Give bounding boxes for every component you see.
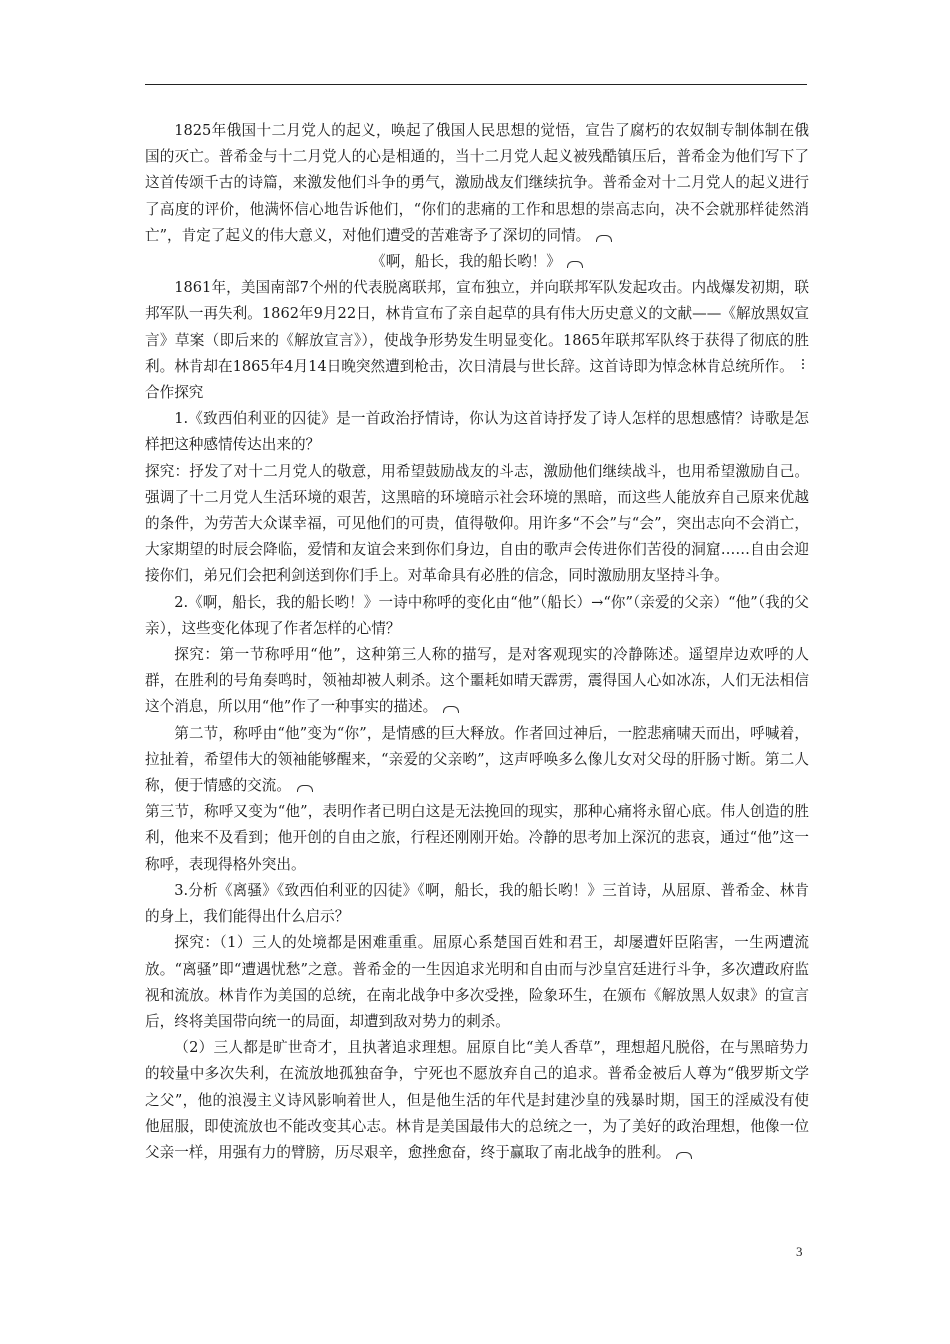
answer-2-part-3: 第三节，称呼又变为“他”，表明作者已明白这是无法挽回的现实，那种心痛将永留心底。伟人创造的胜利，他来不及看到；他开创的自由之旅，行程还刚刚开始。冷静的思考加上深沉的悲哀，通过“他”这一称呼，表现得格外突出。: [145, 803, 809, 873]
answer-1: 探究：抒发了对十二月党人的敬意，用希望鼓励战友的斗志，激励他们继续战斗，也用希望激励自己。强调了十二月党人生活环境的艰苦，这黑暗的环境暗示社会环境的黑暗，而这些人能放弃自己原来优越的条件，为劳苦大众谋幸福，可见他们的可贵，值得敬仰。用许多“不会”与“会”，突出志向不会消亡，大家期望的时辰会降临，爱情和友谊会来到你们身边，自由的歌声会传进你们苦役的洞窟……自由会迎接你们，弟兄们会把利剑送到你们手上。对革命具有必胜的信念，同时激励朋友坚持斗争。: [145, 462, 809, 585]
document-body: [145, 118, 809, 1166]
answer-3-part-1: 探究：（1）三人的处境都是困难重重。屈原心系楚国百姓和君王，却屡遭奸臣陷害，一生两遭流放。“离骚”即“遭遇忧愁”之意。普希金的一生因追求光明和自由而与沙皇宫廷进行斗争，多次遭政府监视和流放。林肯作为美国的总统，在南北战争中多次受挫，险象环生，在颁布《解放黑人奴隶》的宣言后，终将美国带向统一的局面，却遭到敌对势力的刺杀。: [145, 934, 809, 1030]
header-rule: [145, 84, 807, 85]
answer-3-part-2: （2）三人都是旷世奇才，且执著追求理想。屈原自比“美人香草”，理想超凡脱俗，在与黑暗势力的较量中多次失利，在流放地孤独奋争，宁死也不愿放弃自己的追求。普希金被后人尊为“俄罗斯文学之父”，他的浪漫主义诗风影响着世人，但是他生活的年代是封建沙皇的残暴时期，国王的淫威没有使他屈服，即使流放也不能改变其心志。林肯是美国最伟大的总统之一，为了美好的政治理想，他像一位父亲一样，用强有力的臂膀，历尽艰辛，愈挫愈奋，终于赢取了南北战争的胜利。: [145, 1039, 809, 1161]
poem-title-captain: 《啊，船长，我的船长哟！》: [145, 249, 809, 275]
paragraph-mark-icon: [443, 706, 459, 713]
question-1: 1.《致西伯利亚的囚徒》是一首政治抒情诗，你认为这首诗抒发了诗人怎样的思想感情？诗歌是怎样把这种感情传达出来的？: [145, 410, 809, 454]
paragraph-mark-icon: [567, 261, 583, 268]
section-heading-cooperative-inquiry: 合作探究: [145, 384, 204, 402]
paragraph-lincoln-background: 1861年，美国南部7个州的代表脱离联邦，宣布独立，并向联邦军队发起攻击。内战爆发初期，联邦军队一再失利。1862年9月22日，林肯宣布了亲自起草的具有伟大历史意义的文献——《解放黑奴宣言》草案（即后来的《解放宣言》），使战争形势发生明显变化。1865年联邦军队终于获得了彻底的胜利。林肯却在1865年4月14日晚突然遭到枪击，次日清晨与世长辞。这首诗即为悼念林肯总统所作。: [145, 279, 809, 375]
answer-2-part-1: 探究：第一节称呼用“他”，这种第三人称的描写，是对客观现实的冷静陈述。遥望岸边欢呼的人群，在胜利的号角奏鸣时，领袖却被人刺杀。这个噩耗如晴天霹雳，震得国人心如冰冻，人们无法相信这个消息，所以用“他”作了一种事实的描述。: [145, 646, 809, 716]
paragraph-decembrists: 1825年俄国十二月党人的起义，唤起了俄国人民思想的觉悟，宣告了腐朽的农奴制专制体制在俄国的灭亡。普希金与十二月党人的心是相通的，当十二月党人起义被残酷镇压后，普希金为他们写下了这首传颂千古的诗篇，来激发他们斗争的勇气，激励战友们继续抗争。普希金对十二月党人的起义进行了高度的评价，他满怀信心地告诉他们，“你们的悲痛的工作和思想的崇高志向，决不会就那样徒然消亡”，肯定了起义的伟大意义，对他们遭受的苦难寄予了深切的同情。: [145, 122, 809, 244]
paragraph-mark-icon: [676, 1152, 692, 1159]
question-2: 2.《啊，船长，我的船长哟！》一诗中称呼的变化由“他”（船长）→“你”（亲爱的父亲）“他”（我的父亲），这些变化体现了作者怎样的心情？: [145, 593, 809, 637]
answer-2-part-2: 第二节，称呼由“他”变为“你”，是情感的巨大释放。作者回过神后，一腔悲痛啸天而出，呼喊着，拉扯着，希望伟大的领袖能够醒来，“亲爱的父亲哟”，这声呼唤多么像儿女对父母的肝肠寸断。第二人称，便于情感的交流。: [145, 724, 809, 795]
vertical-dots-icon: [802, 357, 806, 371]
paragraph-mark-icon: [596, 235, 612, 242]
page-number: 3: [796, 1244, 803, 1259]
question-3: 3.分析《离骚》《致西伯利亚的囚徒》《啊，船长，我的船长哟！》三首诗，从屈原、普希金、林肯的身上，我们能得出什么启示？: [145, 881, 809, 926]
paragraph-mark-icon: [297, 785, 313, 792]
